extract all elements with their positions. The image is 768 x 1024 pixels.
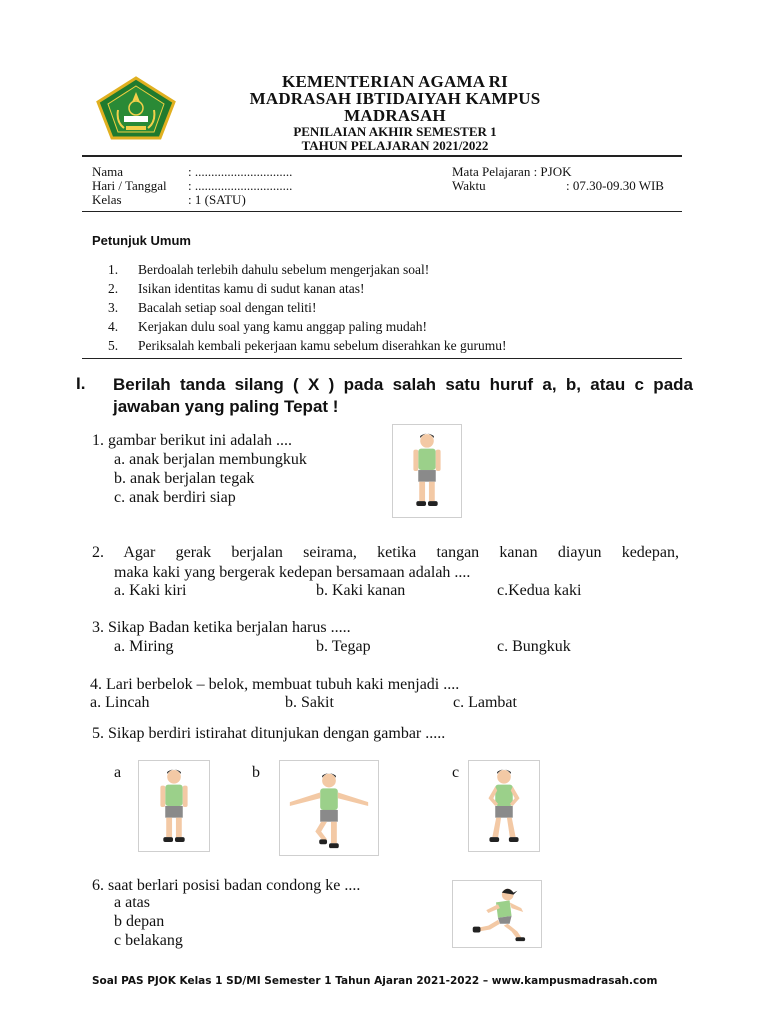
q1-option-b[interactable]: b. anak berjalan tegak xyxy=(114,470,255,487)
nama-field: : .............................. xyxy=(188,164,293,179)
q5-image-c-at-ease xyxy=(468,760,540,852)
header-school: MADRASAH IBTIDAIYAH KAMPUS xyxy=(249,89,541,108)
header-year: TAHUN PELAJARAN 2021/2022 xyxy=(301,138,489,153)
q1-standing-child-image xyxy=(392,424,462,518)
kelas-value: : 1 (SATU) xyxy=(188,192,246,207)
kelas-label: Kelas xyxy=(92,192,122,207)
nama-label: Nama xyxy=(92,164,124,179)
q6-running-child-image xyxy=(452,880,542,948)
q5-image-a-attention xyxy=(138,760,210,852)
q1-stem: 1. gambar berikut ini adalah .... xyxy=(92,432,292,449)
q1-option-c[interactable]: c. anak berdiri siap xyxy=(114,489,236,506)
q3-option-c[interactable]: c. Bungkuk xyxy=(497,638,571,655)
q2-stem-line1: 2. Agar gerak berjalan seirama, ketika tangan kanan diayun kedepan, xyxy=(92,544,679,561)
page-footer: Soal PAS PJOK Kelas 1 SD/MI Semester 1 Tahun Ajaran 2021-2022 – www.kampusmadrasah.com xyxy=(92,975,658,987)
q5-image-b-arms-out xyxy=(279,760,379,856)
q4-option-a[interactable]: a. Lincah xyxy=(90,694,150,711)
waktu-label: Waktu xyxy=(452,178,486,193)
q3-stem: 3. Sikap Badan ketika berjalan harus ..... xyxy=(92,619,351,636)
q2-option-b[interactable]: b. Kaki kanan xyxy=(316,582,406,599)
instructions-title: Petunjuk Umum xyxy=(92,233,191,248)
q2-option-c[interactable]: c.Kedua kaki xyxy=(497,582,582,599)
header-ministry: KEMENTERIAN AGAMA RI xyxy=(282,72,508,91)
instruction-item: 3. Bacalah setiap soal dengan teliti! xyxy=(108,300,317,315)
q2-stem-line2: maka kaki yang bergerak kedepan bersamaan adalah .... xyxy=(114,564,471,581)
instruction-item: 1. Berdoalah terlebih dahulu sebelum mengerjakan soal! xyxy=(108,262,430,277)
q5-stem: 5. Sikap berdiri istirahat ditunjukan dengan gambar ..... xyxy=(92,725,446,742)
mapel-label: Mata Pelajaran : PJOK xyxy=(452,164,572,179)
section-title-line2: jawaban yang paling Tepat ! xyxy=(113,397,339,416)
instructions-divider xyxy=(82,358,682,359)
header-school-cont: MADRASAH xyxy=(344,106,446,125)
q5-option-c-label[interactable]: c xyxy=(452,764,460,781)
q5-option-a-label[interactable]: a xyxy=(114,764,122,781)
q4-option-c[interactable]: c. Lambat xyxy=(453,694,517,711)
waktu-value: : 07.30-09.30 WIB xyxy=(566,178,664,193)
instruction-item: 2. Isikan identitas kamu di sudut kanan atas! xyxy=(108,281,365,296)
section-number: I. xyxy=(76,374,86,393)
header-exam: PENILAIAN AKHIR SEMESTER 1 xyxy=(293,124,497,139)
section-title-line1: Berilah tanda silang ( X ) pada salah satu huruf a, b, atau c pada xyxy=(113,375,693,394)
q6-option-a[interactable]: a atas xyxy=(114,894,150,911)
q3-option-a[interactable]: a. Miring xyxy=(114,638,174,655)
identity-divider xyxy=(82,211,682,212)
q6-option-b[interactable]: b depan xyxy=(114,913,165,930)
instruction-item: 4. Kerjakan dulu soal yang kamu anggap paling mudah! xyxy=(108,319,428,334)
header-divider xyxy=(82,155,682,157)
instruction-item: 5. Periksalah kembali pekerjaan kamu sebelum diserahkan ke gurumu! xyxy=(108,338,507,353)
q1-option-a[interactable]: a. anak berjalan membungkuk xyxy=(114,451,307,468)
q6-option-c[interactable]: c belakang xyxy=(114,932,183,949)
hari-field: : .............................. xyxy=(188,178,293,193)
q4-option-b[interactable]: b. Sakit xyxy=(285,694,334,711)
q5-option-b-label[interactable]: b xyxy=(252,764,260,781)
q6-stem: 6. saat berlari posisi badan condong ke .... xyxy=(92,877,361,894)
q3-option-b[interactable]: b. Tegap xyxy=(316,638,371,655)
q4-stem: 4. Lari berbelok – belok, membuat tubuh kaki menjadi .... xyxy=(90,676,460,693)
kemenag-emblem-icon xyxy=(96,76,176,140)
q2-option-a[interactable]: a. Kaki kiri xyxy=(114,582,187,599)
hari-label: Hari / Tanggal xyxy=(92,178,167,193)
